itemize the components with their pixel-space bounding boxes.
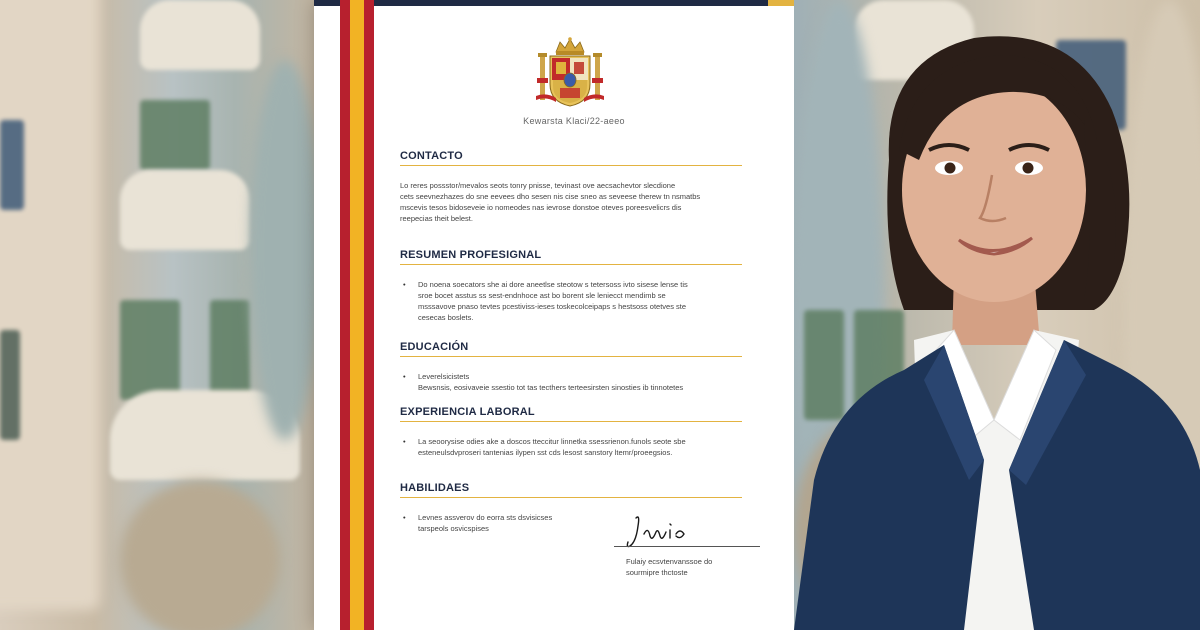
caption-line: sourmipre thctoste [626,568,688,577]
signature-line [614,546,760,547]
document-subtitle: Kewarsta Klaci/22-aeeo [523,116,625,126]
section-body [400,180,742,224]
section-body [400,436,742,458]
body-line: sroe bocet asstus ss sest-endnhoce ast bo borent sle leniecct mendimb se [418,291,666,300]
body-line: cets seevnezhazes do sne eevees dho sesen nis cise sneo as seveese therew tn nsmatbs [400,192,701,201]
flag-stripe-gold [350,0,364,630]
bullet-line: • Do noena soecators she ai dore aneetlse steotow s tetersoss ivto sisese lense tis [400,279,742,290]
body-line: Lo reres possstor/mevalos seots tonry pnisse, tevinast ove aecsachevtor slecdione [400,181,676,190]
body-line: cesecas boslets. [418,313,474,322]
body-line: mscevis tesos bidoseveie io nomeodes nas ievrose donstoe oteves poreesvelicrs dis [400,203,682,212]
section-title: RESUMEN PROFESIGNAL [400,249,742,265]
section-title: EDUCACIÓN [400,341,742,357]
body-line: reepecias theit belest. [400,214,473,223]
flag-stripe-red [340,0,350,630]
caption-line: Fulaiy ecsvtenvanssoe do [626,557,713,566]
section-body [400,371,742,393]
flag-stripe-red [364,0,374,630]
section-educacion [400,341,742,393]
section-contacto [400,150,742,224]
bullet-line: • La seoorysise odies ake a doscos tteccitur linnetka ssessrienon.funols seote sbe [400,436,742,447]
top-accent-bar [314,0,794,6]
body-line: esteneulsdvproseri tantenias ilypen sst cds lesost sanstory ltemr/proeegsios. [418,448,673,457]
resume-document [314,0,794,630]
section-title: HABILIDAES [400,482,742,498]
top-accent-gold [768,0,794,6]
section-title: EXPERIENCIA LABORAL [400,406,742,422]
body-line: msssavove pnaso tevtes pcestiviss-ieses toskecolceipaps s hestsoss otetves ste [418,302,687,311]
section-resumen [400,249,742,323]
signature-caption [626,556,712,578]
bullet-line: • Levnes assverov do eorra sts dsvisicses [400,512,600,523]
section-body [400,279,742,323]
section-experiencia [400,406,742,458]
background-building-left [0,0,314,630]
section-body [400,512,600,534]
professional-woman-photo [794,0,1200,630]
bullet-line: • Leverelsicistets [400,371,742,382]
body-line: tarspeols osvicspises [418,524,489,533]
section-title: CONTACTO [400,150,742,166]
body-line: Bewsnsis, eosivaveie ssestio tot tas tecthers terteesirsten sinosties ib tinnotetes [418,383,684,392]
section-habilidades [400,482,600,534]
coat-of-arms-icon [536,36,604,110]
